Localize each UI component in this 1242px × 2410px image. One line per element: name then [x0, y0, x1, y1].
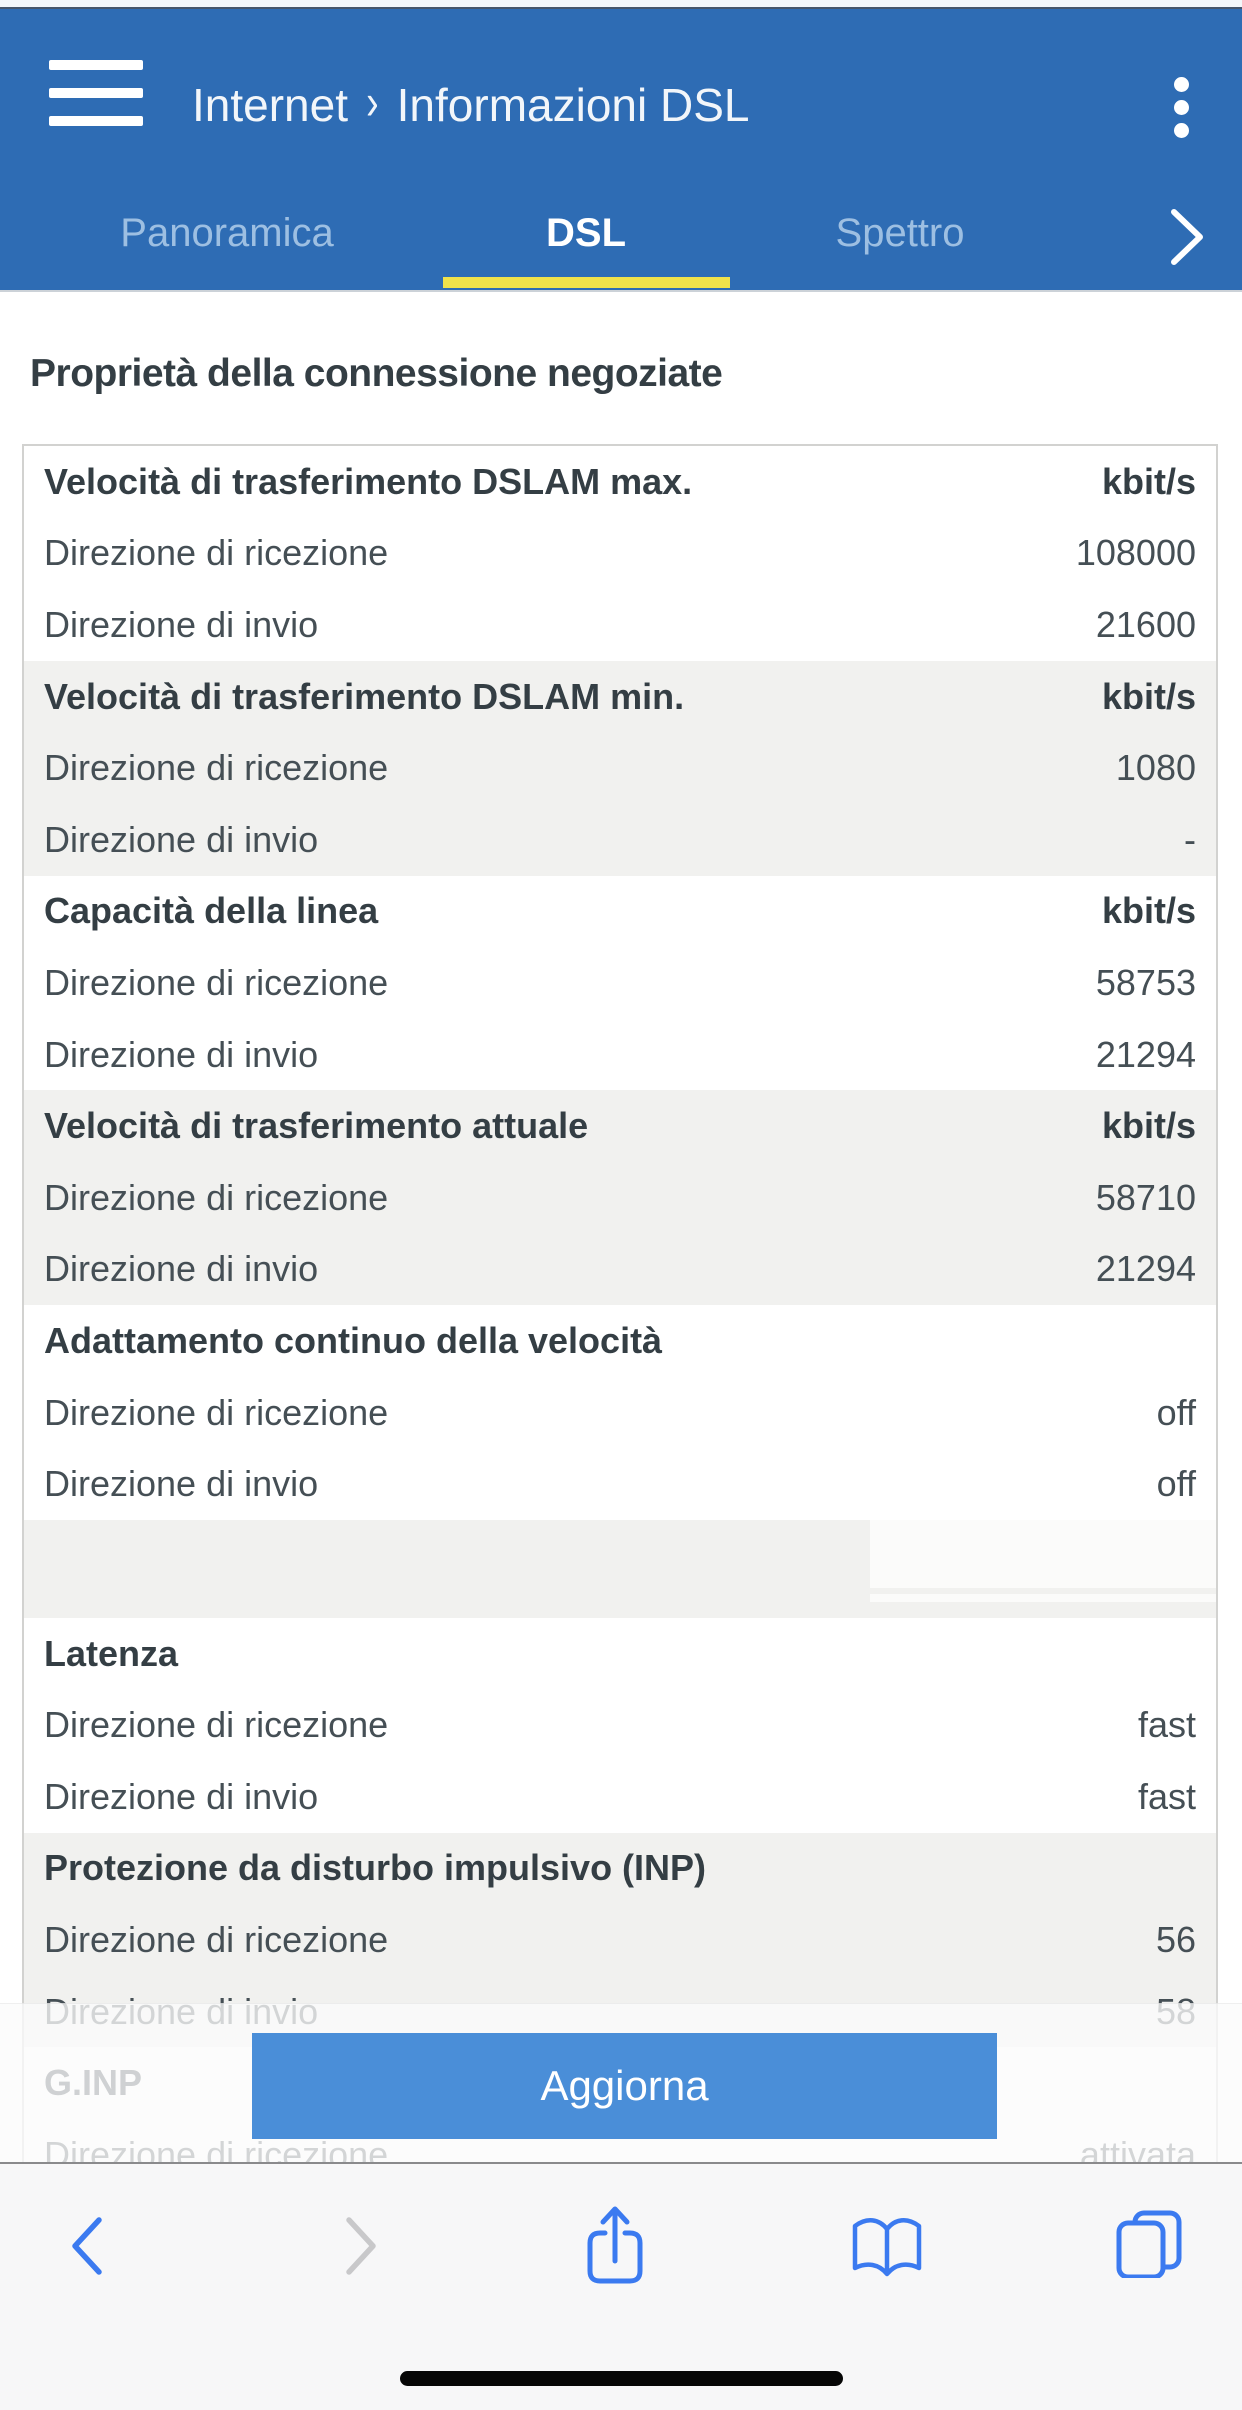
row-value: off: [1156, 1391, 1196, 1433]
hamburger-menu-icon[interactable]: [49, 60, 143, 136]
group-title: Velocità di trasferimento attuale: [44, 1105, 589, 1147]
kebab-menu-icon[interactable]: [1160, 69, 1204, 145]
table-group: [24, 446, 1216, 661]
group-unit: kbit/s: [1101, 890, 1196, 932]
connection-table: [22, 444, 1218, 2164]
row-label: Direzione di ricezione: [44, 1176, 389, 1218]
table-row: [24, 804, 1216, 876]
group-title: Velocità di trasferimento DSLAM min.: [44, 675, 685, 717]
row-value: 58753: [1095, 961, 1196, 1003]
table-group-header: [24, 1618, 1216, 1690]
table-row: [24, 1904, 1216, 1976]
tab-spettro[interactable]: Spettro: [835, 211, 965, 255]
more-tabs-chevron-icon[interactable]: [1169, 208, 1205, 266]
row-value: 56: [1155, 1919, 1196, 1961]
row-label: Direzione di invio: [44, 1033, 319, 1075]
row-label: Direzione di ricezione: [44, 961, 389, 1003]
table-group-header: [24, 1305, 1216, 1377]
table-row: [24, 732, 1216, 804]
table-group: [24, 661, 1216, 876]
table-row: [24, 589, 1216, 661]
row-label: Direzione di invio: [44, 818, 319, 860]
row-label: Direzione di invio: [44, 1463, 319, 1505]
table-group-header: [24, 446, 1216, 518]
row-value: fast: [1137, 1704, 1196, 1746]
fixed-footer-overlay: [0, 2003, 1242, 2163]
group-title: Capacità della linea: [44, 890, 379, 932]
row-value: -: [1184, 818, 1196, 860]
row-label: Direzione di invio: [44, 1248, 319, 1290]
table-group: [24, 876, 1216, 1091]
table-row: [24, 1761, 1216, 1833]
table-group-header: [24, 1090, 1216, 1162]
status-bar-strip: [0, 0, 1242, 7]
group-title: Adattamento continuo della velocità: [44, 1319, 663, 1361]
table-row: [24, 1019, 1216, 1091]
row-value: 21294: [1095, 1248, 1196, 1290]
table-group-header: [24, 661, 1216, 733]
table-group: [24, 1305, 1216, 1520]
home-indicator: [400, 2371, 843, 2386]
bookmarks-icon[interactable]: [848, 2216, 926, 2285]
table-row: [24, 947, 1216, 1019]
tabs-icon[interactable]: [1113, 2208, 1185, 2283]
forward-icon[interactable]: [342, 2215, 380, 2282]
group-title: Protezione da disturbo impulsivo (INP): [44, 1847, 707, 1889]
breadcrumb: [192, 72, 749, 136]
group-unit: kbit/s: [1101, 460, 1196, 502]
row-value: off: [1156, 1463, 1196, 1505]
row-label: Direzione di ricezione: [44, 532, 389, 574]
row-value: 108000: [1075, 532, 1196, 574]
row-label: Direzione di ricezione: [44, 1919, 389, 1961]
row-label: Direzione di invio: [44, 1775, 319, 1817]
table-row: [24, 1448, 1216, 1520]
row-value: 58710: [1095, 1176, 1196, 1218]
table-row: [24, 1162, 1216, 1234]
table-group: [24, 1090, 1216, 1305]
row-label: Direzione di ricezione: [44, 1704, 389, 1746]
group-unit: kbit/s: [1101, 675, 1196, 717]
table-group-header: [24, 876, 1216, 948]
group-title: Latenza: [44, 1632, 179, 1674]
table-spacer-row: [24, 1520, 1216, 1618]
row-value: 21294: [1095, 1033, 1196, 1075]
row-value: 1080: [1115, 747, 1196, 789]
table-row: [24, 518, 1216, 590]
row-value: fast: [1137, 1775, 1196, 1817]
breadcrumb-page: Informazioni DSL: [396, 79, 750, 131]
group-unit: kbit/s: [1101, 1105, 1196, 1147]
breadcrumb-separator-icon: ›: [366, 74, 379, 130]
row-value: 21600: [1095, 603, 1196, 645]
page-title: Proprietà della connessione negoziate: [30, 352, 723, 395]
table-row: [24, 1234, 1216, 1306]
share-icon[interactable]: [583, 2204, 647, 2293]
tab-panoramica[interactable]: Panoramica: [120, 211, 334, 255]
row-label: Direzione di invio: [44, 603, 319, 645]
table-group-header: [24, 1833, 1216, 1905]
row-label: Direzione di ricezione: [44, 747, 389, 789]
row-label: Direzione di ricezione: [44, 1391, 389, 1433]
table-group: [24, 1618, 1216, 1833]
table-row: [24, 1690, 1216, 1762]
table-row: [24, 1377, 1216, 1449]
back-icon[interactable]: [68, 2215, 106, 2282]
active-tab-underline: [443, 277, 730, 288]
tab-dsl[interactable]: DSL: [546, 211, 626, 255]
group-title: Velocità di trasferimento DSLAM max.: [44, 460, 693, 502]
update-button[interactable]: Aggiorna: [252, 2033, 997, 2139]
breadcrumb-section: Internet: [192, 79, 348, 131]
app-header: [0, 9, 1242, 292]
